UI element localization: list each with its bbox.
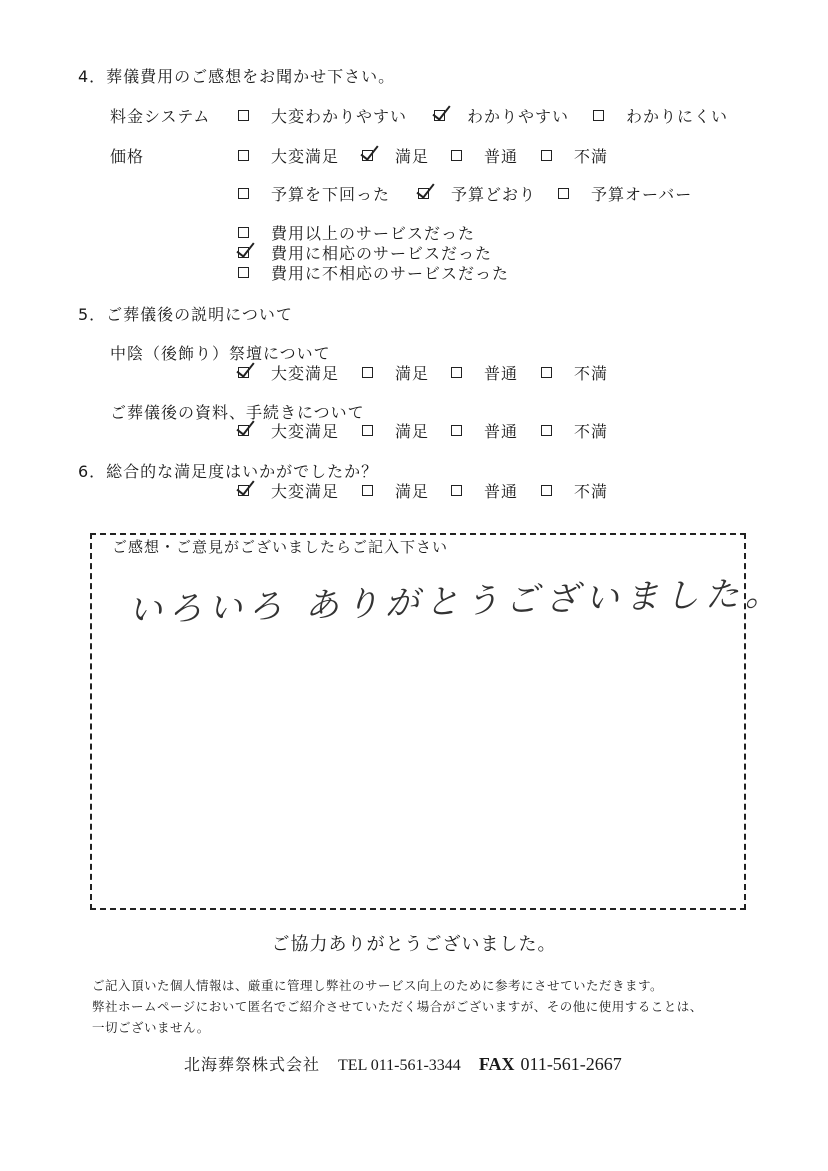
fee-system-option-clear[interactable]	[434, 104, 569, 127]
documents-label: ご葬儀後の資料、手続きについて	[110, 403, 365, 422]
thanks-message: ご協力ありがとうございました。	[271, 934, 557, 955]
option-label: 不満	[574, 482, 609, 501]
overall-option-very-satisfied[interactable]	[238, 479, 339, 502]
option-label: 満足	[395, 482, 430, 501]
option-label: 不満	[574, 364, 609, 383]
checkbox-checked[interactable]	[434, 110, 445, 121]
checkbox-checked[interactable]	[238, 367, 249, 378]
checkbox[interactable]	[541, 150, 552, 161]
documents-option-normal[interactable]	[451, 419, 518, 442]
option-label: 不満	[574, 422, 609, 441]
checkbox[interactable]	[362, 367, 373, 378]
documents-option-satisfied[interactable]	[362, 419, 429, 442]
documents-option-very-satisfied[interactable]	[238, 419, 339, 442]
company-name: 北海葬祭株式会社	[184, 1055, 321, 1074]
checkbox[interactable]	[238, 110, 249, 121]
budget-option-as-planned[interactable]	[418, 182, 536, 205]
option-label: 大変わかりやすい	[271, 107, 408, 126]
documents-option-dissatisfied[interactable]	[541, 419, 608, 442]
checkbox[interactable]	[541, 425, 552, 436]
option-label: 大変満足	[271, 482, 340, 501]
price-option-satisfied[interactable]	[362, 144, 429, 167]
altar-option-dissatisfied[interactable]	[541, 361, 608, 384]
privacy-note-line-2: 弊社ホームページにおいて匿名でご紹介させていただく場合がございますが、その他に使用することは、	[92, 999, 703, 1014]
overall-option-dissatisfied[interactable]	[541, 479, 608, 502]
checkbox-checked[interactable]	[238, 425, 249, 436]
price-option-dissatisfied[interactable]	[541, 144, 608, 167]
option-label: 費用に不相応のサービスだった	[271, 264, 510, 283]
privacy-note-line-3: 一切ございません。	[92, 1020, 210, 1035]
checkbox[interactable]	[451, 425, 462, 436]
checkbox[interactable]	[541, 367, 552, 378]
option-label: 大変満足	[271, 147, 340, 166]
checkbox[interactable]	[238, 267, 249, 278]
option-label: 満足	[395, 364, 430, 383]
question-6-title: 6．総合的な満足度はいかがでしたか？	[78, 462, 379, 481]
option-label: 大変満足	[271, 364, 340, 383]
price-label: 価格	[110, 147, 145, 166]
option-label: 費用以上のサービスだった	[271, 224, 476, 243]
comment-prompt: ご感想・ご意見がございましたらご記入下さい	[112, 538, 449, 556]
checkbox[interactable]	[238, 227, 249, 238]
question-5-title: 5．ご葬儀後の説明について	[78, 305, 293, 324]
checkbox[interactable]	[362, 485, 373, 496]
company-footer	[184, 1052, 622, 1075]
fax-label: FAX	[478, 1054, 515, 1074]
checkbox[interactable]	[451, 150, 462, 161]
handwritten-comment: いろいろ ありがとうございました。	[127, 573, 786, 631]
checkbox[interactable]	[238, 188, 249, 199]
fee-system-option-unclear[interactable]	[593, 104, 728, 127]
question-4-title: 4．葬儀費用のご感想をお聞かせ下さい。	[78, 67, 396, 86]
checkbox-checked[interactable]	[362, 150, 373, 161]
checkbox[interactable]	[451, 367, 462, 378]
option-label: わかりにくい	[626, 107, 729, 126]
budget-option-under[interactable]	[238, 182, 390, 205]
altar-label: 中陰（後飾り）祭壇について	[110, 344, 331, 363]
checkbox[interactable]	[362, 425, 373, 436]
option-label: 普通	[484, 482, 519, 501]
fee-system-option-very-clear[interactable]	[238, 104, 407, 127]
overall-option-satisfied[interactable]	[362, 479, 429, 502]
altar-option-very-satisfied[interactable]	[238, 361, 339, 384]
fee-system-label: 料金システム	[110, 107, 211, 126]
option-label: 普通	[484, 422, 519, 441]
checkbox-checked[interactable]	[238, 485, 249, 496]
option-label: 予算オーバー	[591, 185, 693, 204]
option-label: 普通	[484, 147, 519, 166]
price-option-normal[interactable]	[451, 144, 518, 167]
checkbox[interactable]	[541, 485, 552, 496]
service-option-inadequate[interactable]	[238, 261, 509, 284]
checkbox[interactable]	[238, 150, 249, 161]
option-label: 不満	[574, 147, 609, 166]
option-label: 満足	[395, 422, 430, 441]
checkbox[interactable]	[593, 110, 604, 121]
option-label: わかりやすい	[467, 107, 570, 126]
fax-number: 011-561-2667	[520, 1054, 622, 1074]
altar-option-satisfied[interactable]	[362, 361, 429, 384]
checkbox-checked[interactable]	[418, 188, 429, 199]
budget-option-over[interactable]	[558, 182, 692, 205]
price-option-very-satisfied[interactable]	[238, 144, 339, 167]
altar-option-normal[interactable]	[451, 361, 518, 384]
telephone-number: TEL 011-561-3344	[338, 1057, 461, 1074]
checkbox[interactable]	[451, 485, 462, 496]
option-label: 費用に相応のサービスだった	[271, 244, 493, 263]
option-label: 予算どおり	[451, 185, 537, 204]
option-label: 満足	[395, 147, 430, 166]
checkbox-checked[interactable]	[238, 247, 249, 258]
option-label: 予算を下回った	[271, 185, 391, 204]
overall-option-normal[interactable]	[451, 479, 518, 502]
option-label: 大変満足	[271, 422, 340, 441]
checkbox[interactable]	[558, 188, 569, 199]
privacy-note-line-1: ご記入頂いた個人情報は、厳重に管理し弊社のサービス向上のために参考にさせていただきます。	[92, 978, 664, 993]
option-label: 普通	[484, 364, 519, 383]
